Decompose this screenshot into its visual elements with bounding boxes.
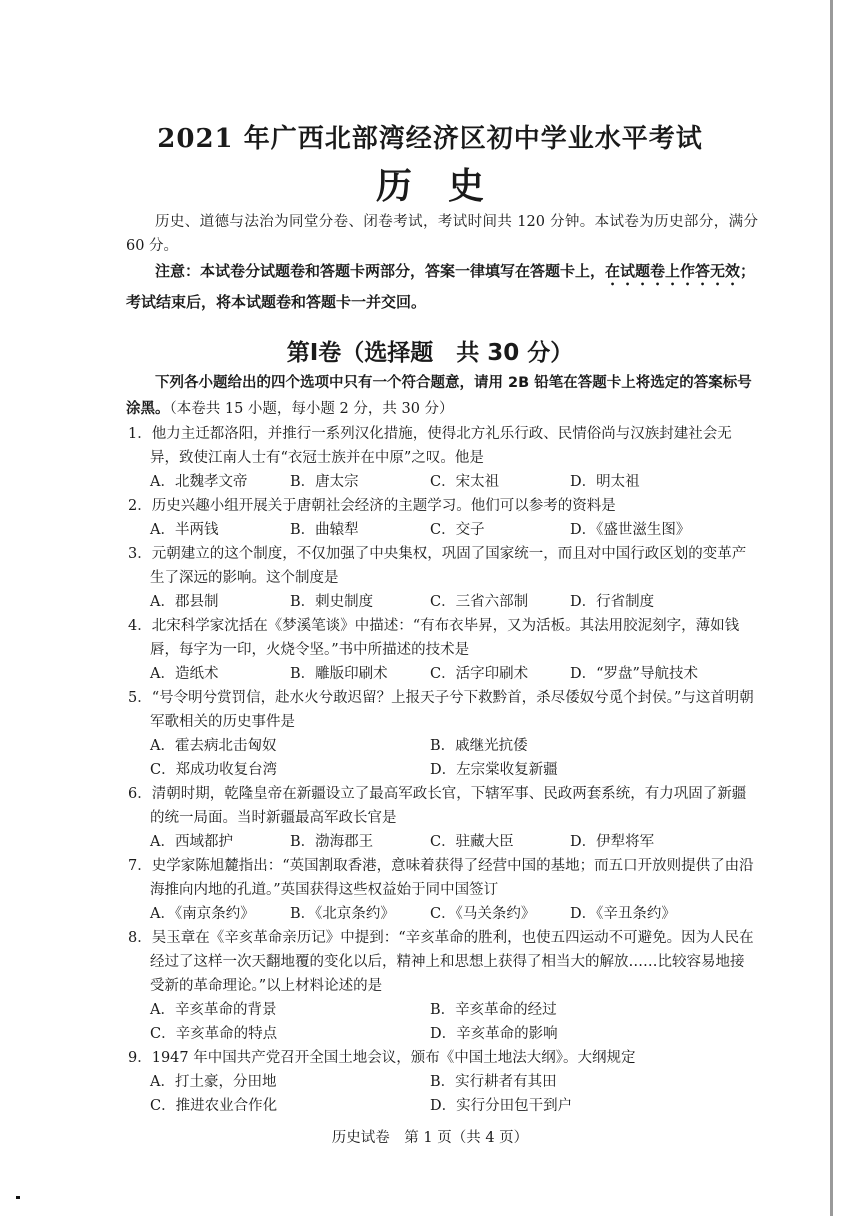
option-c: C．辛亥革命的特点 — [150, 1026, 278, 1042]
page-footer: 历史试卷 第 1 页（共 4 页） — [331, 1130, 529, 1146]
option-a: A．郡县制 — [150, 594, 219, 610]
option-c: C．活字印刷术 — [430, 666, 529, 682]
options-grid — [128, 998, 758, 1046]
options-row — [128, 470, 758, 494]
question-8 — [128, 926, 758, 1046]
instructions-note: （本卷共 15 小题，每小题 2 分，共 30 分） — [169, 401, 454, 417]
notice-emphasis: 在试题卷上作答无效； — [605, 262, 756, 280]
question-stem: 4．北宋科学家沈括在《梦溪笔谈》中描述：“有布衣毕昇，又为活板。其法用胶泥刻字，薄如钱唇，每字为一印，火烧令坚。”书中所描述的技术是 — [128, 618, 740, 658]
question-stem: 1．他力主迁都洛阳，并推行一系列汉化措施，使得北方礼乐行政、民情俗尚与汉族封建社会无异，致使江南人士有“衣冠士族并在中原”之叹。他是 — [128, 426, 732, 466]
question-stem: 3．元朝建立的这个制度，不仅加强了中央集权，巩固了国家统一，而且对中国行政区划的变革产生了深远的影响。这个制度是 — [128, 546, 747, 586]
question-stem: 2．历史兴趣小组开展关于唐朝社会经济的主题学习。他们可以参考的资料是 — [128, 498, 616, 514]
question-2 — [128, 494, 758, 542]
option-b: B．刺史制度 — [290, 594, 374, 610]
notice-text: 注意：本试卷分试题卷和答题卡两部分，答案一律填写在答题卡上， — [155, 262, 606, 280]
option-b: B．曲辕犁 — [290, 522, 359, 538]
option-c: C．宋太祖 — [430, 474, 500, 490]
subject-title: 历史 — [375, 165, 520, 207]
option-d: D．《盛世滋生图》 — [570, 522, 691, 538]
question-stem: 9．1947 年中国共产党召开全国土地会议，颁布《中国土地法大纲》。大纲规定 — [128, 1050, 636, 1066]
question-9 — [128, 1046, 758, 1118]
options-row — [128, 590, 758, 614]
option-c: C．三省六部制 — [430, 594, 529, 610]
question-5 — [128, 686, 758, 782]
question-1 — [128, 422, 758, 494]
option-c: C．交子 — [430, 522, 485, 538]
question-stem: 8．吴玉章在《辛亥革命亲历记》中提到：“辛亥革命的胜利，也使五四运动不可避免。因为人民在经过了这样一次天翻地覆的变化以后，精神上和思想上获得了相当大的解放……比较容易地接受新的革命理论。”以上材料论述的是 — [128, 930, 754, 994]
option-b: B．渤海郡王 — [290, 834, 374, 850]
notice-tail: 考试结束后，将本试题卷和答题卡一并交回。 — [126, 293, 427, 311]
options-row — [128, 518, 758, 542]
option-c: C．《马关条约》 — [430, 906, 536, 922]
option-c: C．驻藏大臣 — [430, 834, 514, 850]
question-4 — [128, 614, 758, 686]
option-d: D．辛亥革命的影响 — [430, 1026, 558, 1042]
option-a: A．造纸术 — [150, 666, 219, 682]
option-a: A．辛亥革命的背景 — [150, 1002, 277, 1018]
question-stem: 6．清朝时期，乾隆皇帝在新疆设立了最高军政长官，下辖军事、民政两套系统，有力巩固了新疆的统一局面。当时新疆最高军政长官是 — [128, 786, 747, 826]
option-b: B．辛亥革命的经过 — [430, 1002, 557, 1018]
question-6 — [128, 782, 758, 854]
option-d: D．实行分田包干到户 — [430, 1098, 573, 1114]
option-b: B．唐太宗 — [290, 474, 359, 490]
question-stem: 7．史学家陈旭麓指出：“英国割取香港，意味着获得了经营中国的基地；而五口开放则提供了由沿海推向内地的孔道。”英国获得这些权益始于同中国签订 — [128, 858, 754, 898]
options-row — [128, 830, 758, 854]
option-b: B．雕版印刷术 — [290, 666, 388, 682]
section-heading: 第Ⅰ卷（选择题 共 30 分） — [286, 340, 574, 366]
option-d: D．明太祖 — [570, 474, 640, 490]
options-grid — [128, 734, 758, 782]
option-c: C．郑成功收复台湾 — [150, 762, 278, 778]
option-d: D．“罗盘”导航技术 — [570, 666, 698, 682]
option-d: D．伊犁将军 — [570, 834, 655, 850]
options-row — [128, 662, 758, 686]
option-a: A．北魏孝文帝 — [150, 474, 248, 490]
option-d: D．《辛丑条约》 — [570, 906, 676, 922]
question-7 — [128, 854, 758, 926]
option-a: A．打土豪，分田地 — [150, 1074, 277, 1090]
option-a: A．《南京条约》 — [150, 906, 255, 922]
scan-mark — [16, 1196, 20, 1199]
exam-notice — [126, 258, 758, 315]
option-c: C．推进农业合作化 — [150, 1098, 278, 1114]
option-b: B．实行耕者有其田 — [430, 1074, 557, 1090]
question-3 — [128, 542, 758, 614]
option-a: A．西域都护 — [150, 834, 233, 850]
exam-title: 2021 年广西北部湾经济区初中学业水平考试 — [157, 124, 703, 154]
option-b: B．《北京条约》 — [290, 906, 395, 922]
question-list — [128, 422, 758, 1118]
option-d: D．行省制度 — [570, 594, 655, 610]
options-row — [128, 902, 758, 926]
option-a: A．半两钱 — [150, 522, 219, 538]
options-grid — [128, 1070, 758, 1118]
option-d: D．左宗棠收复新疆 — [430, 762, 558, 778]
question-stem: 5．“号令明兮赏罚信，赴水火兮敢迟留？上报天子兮下救黔首，杀尽倭奴兮觅个封侯。”与这首明朝军歌相关的历史事件是 — [128, 690, 754, 730]
exam-intro: 历史、道德与法治为同堂分卷、闭卷考试，考试时间共 120 分钟。本试卷为历史部分，满分 60 分。 — [126, 214, 758, 254]
instructions-bold: 下列各小题给出的四个选项中只有一个符合题意，请用 2B 铅笔在答题卡上将选定的答案标号涂黑。 — [126, 375, 752, 417]
option-a: A．霍去病北击匈奴 — [150, 738, 277, 754]
option-b: B．戚继光抗倭 — [430, 738, 528, 754]
section-instructions — [126, 370, 758, 422]
